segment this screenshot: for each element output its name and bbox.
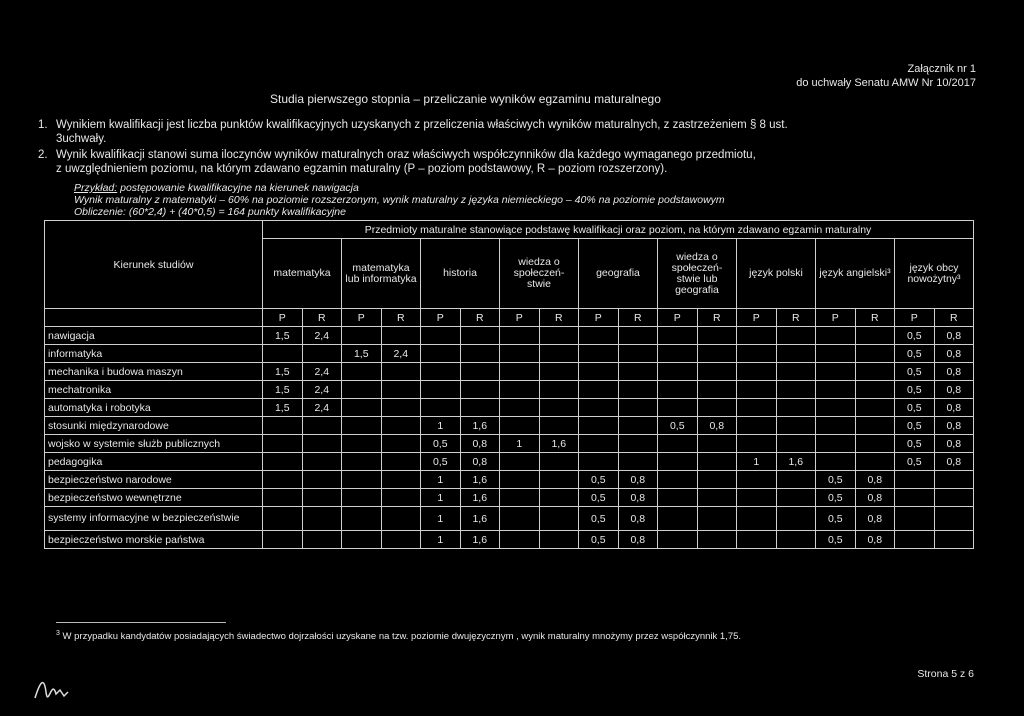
coefficient-cell xyxy=(658,399,698,417)
coefficient-cell: 0,5 xyxy=(579,471,619,489)
level-header: P xyxy=(816,309,856,327)
page-number: Strona 5 z 6 xyxy=(917,668,974,680)
coefficient-cell xyxy=(816,435,856,453)
coefficient-cell: 0,8 xyxy=(618,471,658,489)
table-row xyxy=(45,345,974,363)
coefficient-cell xyxy=(539,417,579,435)
coefficient-cell xyxy=(342,531,382,549)
coefficient-cell xyxy=(697,381,737,399)
level-header-row xyxy=(45,309,974,327)
coefficient-cell xyxy=(579,453,619,471)
coefficient-cell: 0,8 xyxy=(934,381,974,399)
coefficient-cell xyxy=(855,363,895,381)
coefficient-cell xyxy=(263,489,303,507)
table-row xyxy=(45,489,974,507)
coefficient-cell xyxy=(539,453,579,471)
coefficient-cell xyxy=(855,345,895,363)
coefficient-cell xyxy=(737,471,777,489)
coefficient-cell xyxy=(895,507,935,531)
coefficient-cell xyxy=(342,381,382,399)
coefficient-cell: 1 xyxy=(421,531,461,549)
coefficient-cell xyxy=(737,417,777,435)
coefficient-cell xyxy=(263,453,303,471)
coefficient-cell xyxy=(855,435,895,453)
paragraph-2 xyxy=(38,148,974,176)
coefficient-cell xyxy=(737,531,777,549)
coefficient-cell xyxy=(421,363,461,381)
coefficient-cell: 0,8 xyxy=(618,489,658,507)
coefficient-cell xyxy=(302,435,342,453)
coefficient-cell xyxy=(539,363,579,381)
coefficient-cell xyxy=(342,327,382,345)
example-line-3: Obliczenie: (60*2,4) + (40*0,5) = 164 punkty kwalifikacyjne xyxy=(74,206,346,218)
coefficient-cell xyxy=(697,435,737,453)
coefficient-cell xyxy=(855,417,895,435)
coefficient-cell: 0,5 xyxy=(895,453,935,471)
coefficient-cell xyxy=(697,531,737,549)
coefficient-cell xyxy=(539,327,579,345)
coefficient-cell: 1,5 xyxy=(263,381,303,399)
table-row xyxy=(45,399,974,417)
level-header: R xyxy=(539,309,579,327)
table-header-row xyxy=(45,221,974,239)
coefficient-cell xyxy=(934,489,974,507)
table-row xyxy=(45,327,974,345)
coefficient-cell xyxy=(776,399,816,417)
coefficient-cell xyxy=(500,507,540,531)
table-row xyxy=(45,531,974,549)
coefficient-cell xyxy=(460,363,500,381)
coefficient-cell xyxy=(776,435,816,453)
coefficient-cell xyxy=(421,381,461,399)
coefficient-cell: 1,6 xyxy=(460,417,500,435)
coefficient-cell xyxy=(302,417,342,435)
level-header: P xyxy=(263,309,303,327)
coefficient-cell xyxy=(658,381,698,399)
coefficient-cell xyxy=(934,531,974,549)
coefficient-cell xyxy=(381,327,421,345)
attachment-label: Załącznik nr 1 xyxy=(907,63,976,75)
coefficient-cell xyxy=(816,345,856,363)
coefficient-cell: 0,8 xyxy=(934,345,974,363)
level-header: R xyxy=(855,309,895,327)
coefficient-cell xyxy=(737,435,777,453)
coefficient-cell: 0,5 xyxy=(816,531,856,549)
coefficient-cell xyxy=(737,489,777,507)
coefficient-cell xyxy=(342,399,382,417)
table-row xyxy=(45,435,974,453)
coefficient-cell: 0,8 xyxy=(934,399,974,417)
coefficient-cell xyxy=(697,489,737,507)
coefficient-cell: 0,8 xyxy=(855,489,895,507)
coefficient-cell xyxy=(855,381,895,399)
direction-name: systemy informacyjne w bezpieczeństwie xyxy=(45,507,263,531)
coefficient-cell xyxy=(697,507,737,531)
table-body xyxy=(45,327,974,549)
coefficient-cell xyxy=(579,435,619,453)
coefficient-cell xyxy=(658,489,698,507)
coefficient-cell xyxy=(539,471,579,489)
example-line-2: Wynik maturalny z matematyki – 60% na poziomie rozszerzonym, wynik maturalny z języka niemieckiego – 40% na poziomie podstawowym xyxy=(74,194,725,206)
coefficient-cell xyxy=(381,417,421,435)
coefficient-cell xyxy=(618,435,658,453)
coefficient-cell xyxy=(934,471,974,489)
coefficient-cell: 1,6 xyxy=(539,435,579,453)
example-text: postępowanie kwalifikacyjne na kierunek nawigacja xyxy=(117,182,359,194)
coefficient-cell xyxy=(776,363,816,381)
coefficient-cell xyxy=(500,417,540,435)
coefficient-cell xyxy=(579,399,619,417)
coefficient-cell: 0,8 xyxy=(934,417,974,435)
direction-name: bezpieczeństwo narodowe xyxy=(45,471,263,489)
coefficient-cell xyxy=(658,453,698,471)
coefficient-cell xyxy=(302,345,342,363)
level-header: P xyxy=(421,309,461,327)
coefficient-cell xyxy=(658,327,698,345)
coefficient-cell xyxy=(500,345,540,363)
coefficient-cell xyxy=(776,417,816,435)
coefficient-cell xyxy=(579,363,619,381)
coefficient-cell xyxy=(302,453,342,471)
coefficient-cell: 0,5 xyxy=(579,507,619,531)
level-header: R xyxy=(302,309,342,327)
coefficient-cell: 0,5 xyxy=(658,417,698,435)
coefficient-cell xyxy=(618,417,658,435)
coefficient-cell xyxy=(381,381,421,399)
direction-name: automatyka i robotyka xyxy=(45,399,263,417)
coefficient-cell: 0,5 xyxy=(895,327,935,345)
coefficient-cell xyxy=(302,489,342,507)
direction-name: stosunki międzynarodowe xyxy=(45,417,263,435)
coefficient-cell xyxy=(658,345,698,363)
coefficient-cell xyxy=(342,435,382,453)
coefficient-cell: 2,4 xyxy=(302,363,342,381)
coefficient-cell xyxy=(579,327,619,345)
coefficient-cell xyxy=(895,531,935,549)
coefficient-cell: 1 xyxy=(421,471,461,489)
coefficient-cell: 1,5 xyxy=(263,327,303,345)
coefficient-cell xyxy=(776,489,816,507)
coefficient-cell: 0,5 xyxy=(421,453,461,471)
coefficient-cell xyxy=(697,453,737,471)
paragraph-number: 1. xyxy=(38,119,48,131)
coefficient-cell: 1 xyxy=(421,417,461,435)
coefficient-cell xyxy=(816,363,856,381)
coefficient-cell xyxy=(658,507,698,531)
coefficient-cell xyxy=(460,399,500,417)
coefficient-cell xyxy=(579,417,619,435)
direction-name: mechanika i budowa maszyn xyxy=(45,363,263,381)
coefficient-cell: 2,4 xyxy=(302,399,342,417)
coefficient-cell xyxy=(302,471,342,489)
coefficient-cell xyxy=(500,471,540,489)
level-header: P xyxy=(579,309,619,327)
direction-name: bezpieczeństwo wewnętrzne xyxy=(45,489,263,507)
coefficient-cell: 1,5 xyxy=(342,345,382,363)
coefficient-cell xyxy=(776,327,816,345)
coefficient-cell xyxy=(342,453,382,471)
coefficient-cell xyxy=(539,345,579,363)
signature xyxy=(32,672,76,702)
level-header: P xyxy=(342,309,382,327)
coefficient-cell xyxy=(381,471,421,489)
coefficient-cell xyxy=(697,345,737,363)
coefficient-cell xyxy=(776,531,816,549)
coefficient-cell xyxy=(737,399,777,417)
coefficient-cell xyxy=(697,327,737,345)
example-line-1 xyxy=(74,182,359,194)
coefficient-cell xyxy=(342,471,382,489)
subject-header: język angielski³ xyxy=(816,239,895,309)
coefficient-cell xyxy=(697,399,737,417)
paragraph-number: 2. xyxy=(38,149,48,161)
coefficient-cell: 0,5 xyxy=(579,489,619,507)
coefficient-cell xyxy=(776,381,816,399)
paragraph-line: 3uchwały. xyxy=(56,133,107,145)
subject-header: matematyka xyxy=(263,239,342,309)
level-header: P xyxy=(895,309,935,327)
coefficient-cell xyxy=(816,399,856,417)
coefficient-cell: 1,5 xyxy=(263,363,303,381)
coefficient-cell xyxy=(776,507,816,531)
coefficient-cell: 1,6 xyxy=(460,489,500,507)
subject-header: geografia xyxy=(579,239,658,309)
direction-name: informatyka xyxy=(45,345,263,363)
coefficient-cell: 0,5 xyxy=(579,531,619,549)
coefficient-cell xyxy=(500,489,540,507)
coefficient-cell: 1 xyxy=(421,507,461,531)
coefficient-cell xyxy=(381,489,421,507)
level-header: P xyxy=(500,309,540,327)
coefficient-cell: 0,8 xyxy=(618,507,658,531)
coefficient-cell xyxy=(737,345,777,363)
coefficient-cell xyxy=(460,327,500,345)
footnote-divider xyxy=(56,622,226,623)
direction-name: bezpieczeństwo morskie państwa xyxy=(45,531,263,549)
coefficient-cell: 1 xyxy=(500,435,540,453)
coefficient-cell: 0,8 xyxy=(934,435,974,453)
coefficient-cell xyxy=(618,399,658,417)
coefficient-cell xyxy=(618,327,658,345)
level-header: R xyxy=(776,309,816,327)
example-label: Przykład: xyxy=(74,182,118,194)
coefficient-cell xyxy=(263,345,303,363)
subject-header: wiedza o społeczeń-stwie lub geografia xyxy=(658,239,737,309)
coefficient-cell: 1,6 xyxy=(776,453,816,471)
coefficient-cell xyxy=(342,507,382,531)
level-header: R xyxy=(460,309,500,327)
coefficient-cell xyxy=(263,507,303,531)
coefficient-cell xyxy=(539,381,579,399)
paragraph-line: z uwzględnieniem poziomu, na którym zdawano egzamin maturalny (P – poziom podstawowy, R – poziom rozszerzony). xyxy=(56,163,668,175)
coefficient-cell: 0,8 xyxy=(460,453,500,471)
coefficient-cell xyxy=(776,471,816,489)
coefficient-cell xyxy=(460,345,500,363)
subject-header: język obcy nowożytny³ xyxy=(895,239,974,309)
coefficient-cell xyxy=(539,399,579,417)
coefficient-cell: 0,5 xyxy=(421,435,461,453)
subject-header: wiedza o społeczeń-stwie xyxy=(500,239,579,309)
coefficient-cell xyxy=(500,381,540,399)
coefficient-cell xyxy=(697,471,737,489)
coefficient-cell: 0,8 xyxy=(855,531,895,549)
coefficient-cell: 0,5 xyxy=(816,471,856,489)
coefficient-cell: 2,4 xyxy=(302,381,342,399)
coefficient-cell xyxy=(342,417,382,435)
coefficient-cell xyxy=(342,489,382,507)
paragraph-line: Wynikiem kwalifikacji jest liczba punktów kwalifikacyjnych uzyskanych z przeliczenia właściwych wyników maturalnych, z zastrzeżeniem § 8 ust. xyxy=(56,119,788,131)
coefficient-cell xyxy=(697,363,737,381)
coefficient-cell xyxy=(737,327,777,345)
coefficient-cell xyxy=(737,507,777,531)
coefficient-cell xyxy=(816,381,856,399)
table-row xyxy=(45,507,974,531)
level-header: P xyxy=(658,309,698,327)
coefficient-cell xyxy=(302,531,342,549)
coefficient-cell xyxy=(579,345,619,363)
coefficient-cell: 1,6 xyxy=(460,507,500,531)
coefficient-cell xyxy=(816,453,856,471)
coefficient-cell xyxy=(381,531,421,549)
coefficient-cell: 0,8 xyxy=(697,417,737,435)
coefficient-cell xyxy=(855,327,895,345)
level-header: R xyxy=(618,309,658,327)
coefficient-cell xyxy=(302,507,342,531)
coefficient-cell: 0,5 xyxy=(816,507,856,531)
coefficient-cell xyxy=(737,363,777,381)
coefficient-cell xyxy=(421,399,461,417)
coefficient-cell: 1 xyxy=(421,489,461,507)
coefficient-cell: 2,4 xyxy=(302,327,342,345)
coefficient-cell xyxy=(658,531,698,549)
table-row xyxy=(45,381,974,399)
coefficient-cell: 0,5 xyxy=(816,489,856,507)
coefficient-cell: 0,8 xyxy=(618,531,658,549)
coefficient-cell xyxy=(816,417,856,435)
coefficient-cell xyxy=(658,471,698,489)
coefficient-cell xyxy=(500,453,540,471)
direction-name: nawigacja xyxy=(45,327,263,345)
coefficient-cell: 1,6 xyxy=(460,471,500,489)
coefficient-cell: 0,8 xyxy=(855,471,895,489)
coefficient-cell xyxy=(263,417,303,435)
coefficient-cell: 0,8 xyxy=(934,453,974,471)
conversion-table xyxy=(44,220,974,549)
coefficient-cell xyxy=(263,531,303,549)
coefficient-cell xyxy=(934,507,974,531)
coefficient-cell xyxy=(855,453,895,471)
coefficient-cell xyxy=(855,399,895,417)
coefficient-cell xyxy=(776,345,816,363)
resolution-label: do uchwały Senatu AMW Nr 10/2017 xyxy=(796,77,976,89)
coefficient-cell xyxy=(737,381,777,399)
coefficient-cell xyxy=(618,363,658,381)
subjects-group-header: Przedmioty maturalne stanowiące podstawę kwalifikacji oraz poziom, na którym zdawano egzamin maturalny xyxy=(263,221,974,239)
coefficient-cell: 0,8 xyxy=(460,435,500,453)
coefficient-cell xyxy=(658,435,698,453)
table-row xyxy=(45,363,974,381)
coefficient-cell xyxy=(539,489,579,507)
coefficient-cell xyxy=(381,453,421,471)
direction-header: Kierunek studiów xyxy=(45,221,263,309)
level-header: R xyxy=(934,309,974,327)
direction-name: pedagogika xyxy=(45,453,263,471)
coefficient-cell xyxy=(618,381,658,399)
coefficient-cell xyxy=(618,345,658,363)
coefficient-cell xyxy=(263,471,303,489)
footnote xyxy=(56,630,741,642)
coefficient-cell xyxy=(500,399,540,417)
coefficient-cell xyxy=(381,507,421,531)
coefficient-cell xyxy=(381,363,421,381)
coefficient-cell: 0,5 xyxy=(895,399,935,417)
coefficient-cell xyxy=(539,507,579,531)
coefficient-cell xyxy=(342,363,382,381)
coefficient-cell xyxy=(816,327,856,345)
coefficient-cell: 0,8 xyxy=(855,507,895,531)
coefficient-cell: 0,5 xyxy=(895,417,935,435)
paragraph-1 xyxy=(38,118,974,146)
coefficient-cell xyxy=(460,381,500,399)
attachment-header xyxy=(796,62,976,90)
coefficient-cell: 0,5 xyxy=(895,381,935,399)
level-header: R xyxy=(697,309,737,327)
footnote-mark: 3 xyxy=(56,630,60,637)
coefficient-cell: 1,6 xyxy=(460,531,500,549)
paragraph-line: Wynik kwalifikacji stanowi suma iloczynów wyników maturalnych oraz właściwych współczynników dla każdego wymaganego przedmiotu, xyxy=(56,149,756,161)
coefficient-cell xyxy=(658,363,698,381)
coefficient-cell xyxy=(895,489,935,507)
table-row xyxy=(45,471,974,489)
coefficient-cell xyxy=(539,531,579,549)
table-row xyxy=(45,417,974,435)
coefficient-cell: 0,5 xyxy=(895,435,935,453)
coefficient-cell: 1 xyxy=(737,453,777,471)
coefficient-cell xyxy=(263,435,303,453)
coefficient-cell xyxy=(381,399,421,417)
coefficient-cell xyxy=(618,453,658,471)
coefficient-cell: 0,8 xyxy=(934,363,974,381)
level-header: P xyxy=(737,309,777,327)
coefficient-cell: 0,5 xyxy=(895,363,935,381)
direction-name: wojsko w systemie służb publicznych xyxy=(45,435,263,453)
coefficient-cell: 0,8 xyxy=(934,327,974,345)
coefficient-cell xyxy=(500,531,540,549)
subject-header: język polski xyxy=(737,239,816,309)
coefficient-cell xyxy=(579,381,619,399)
page-title: Studia pierwszego stopnia – przeliczanie wyników egzaminu maturalnego xyxy=(270,92,661,106)
footnote-text: W przypadku kandydatów posiadających świadectwo dojrzałości uzyskane na tzw. poziomie dwujęzycznym , wynik maturalny mnożymy przez współczynnik 1,75. xyxy=(62,631,742,643)
blank-header-cell xyxy=(45,309,263,327)
subject-header: matematyka lub informatyka xyxy=(342,239,421,309)
coefficient-cell: 0,5 xyxy=(895,345,935,363)
coefficient-cell xyxy=(500,327,540,345)
direction-name: mechatronika xyxy=(45,381,263,399)
coefficient-cell: 1,5 xyxy=(263,399,303,417)
coefficient-cell: 2,4 xyxy=(381,345,421,363)
subject-header: historia xyxy=(421,239,500,309)
coefficient-cell xyxy=(381,435,421,453)
coefficient-cell xyxy=(421,327,461,345)
level-header: R xyxy=(381,309,421,327)
table-row xyxy=(45,453,974,471)
coefficient-cell xyxy=(500,363,540,381)
coefficient-cell xyxy=(895,471,935,489)
coefficient-cell xyxy=(421,345,461,363)
